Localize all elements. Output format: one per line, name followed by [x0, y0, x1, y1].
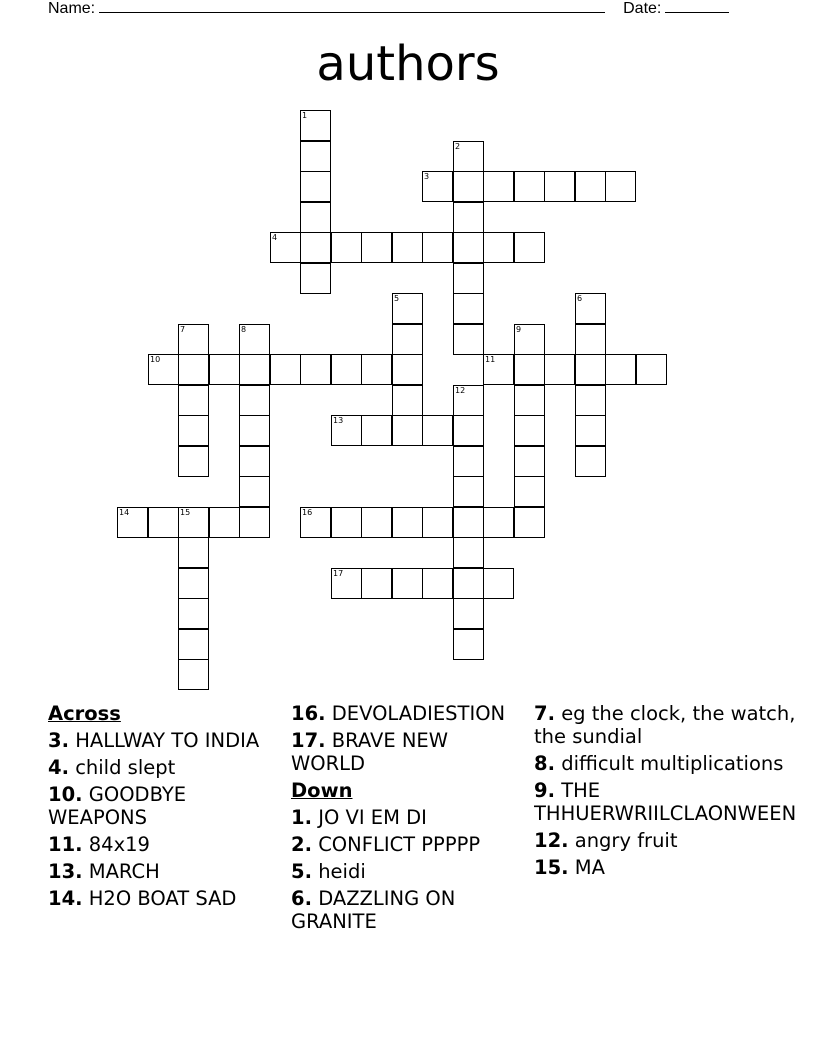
clue-number-label: 12 — [455, 386, 466, 395]
grid-cell[interactable] — [148, 354, 179, 385]
clue-text: JO VI EM DI — [318, 806, 427, 829]
clue-down-15 — [534, 856, 816, 879]
clue-number-label: 10 — [150, 355, 161, 364]
grid-cell[interactable] — [300, 141, 331, 172]
grid-cell[interactable] — [575, 293, 606, 324]
grid-cell[interactable] — [453, 629, 484, 660]
clue-down-8 — [534, 752, 816, 775]
grid-cell[interactable] — [117, 507, 148, 538]
grid-cell[interactable] — [453, 537, 484, 568]
grid-cell[interactable] — [270, 232, 301, 263]
grid-cell[interactable] — [178, 629, 209, 660]
grid-cell[interactable] — [514, 415, 545, 446]
clue-text: angry fruit — [574, 829, 678, 852]
clue-number-label: 4 — [272, 233, 278, 242]
grid-cell[interactable] — [453, 568, 484, 599]
grid-cell[interactable] — [361, 354, 392, 385]
grid-cell[interactable] — [422, 507, 453, 538]
clue-across-17 — [291, 729, 523, 775]
grid-cell[interactable] — [361, 232, 392, 263]
clue-number: 14. — [48, 887, 83, 910]
clue-down-1 — [291, 806, 523, 829]
clue-text: H2O BOAT SAD — [88, 887, 237, 910]
name-date-header — [48, 0, 729, 18]
clue-down-6 — [291, 887, 523, 933]
grid-cell[interactable] — [453, 446, 484, 477]
grid-cell[interactable] — [300, 110, 331, 141]
grid-cell[interactable] — [392, 568, 423, 599]
clue-down-5 — [291, 860, 523, 883]
clue-text: MARCH — [88, 860, 160, 883]
grid-cell[interactable] — [392, 415, 423, 446]
grid-cell[interactable] — [575, 446, 606, 477]
grid-cell[interactable] — [148, 507, 179, 538]
puzzle-title: authors — [316, 36, 500, 92]
clue-text: child slept — [75, 756, 176, 779]
grid-cell[interactable] — [483, 232, 514, 263]
grid-cell[interactable] — [575, 324, 606, 355]
grid-cell[interactable] — [300, 507, 331, 538]
grid-cell[interactable] — [514, 232, 545, 263]
grid-cell[interactable] — [239, 446, 270, 477]
clue-number-label: 7 — [180, 325, 186, 334]
grid-cell[interactable] — [605, 171, 636, 202]
grid-cell[interactable] — [514, 476, 545, 507]
clue-text: DEVOLADIESTION — [331, 702, 506, 725]
clue-number-label: 17 — [333, 569, 344, 578]
clue-number-label: 1 — [302, 111, 308, 120]
grid-cell[interactable] — [453, 263, 484, 294]
grid-cell[interactable] — [392, 293, 423, 324]
grid-cell[interactable] — [331, 232, 362, 263]
grid-cell[interactable] — [331, 354, 362, 385]
grid-cell[interactable] — [361, 415, 392, 446]
grid-cell[interactable] — [239, 415, 270, 446]
grid-cell[interactable] — [178, 598, 209, 629]
clue-across-14 — [48, 887, 280, 910]
clue-number-label: 16 — [302, 508, 313, 517]
clue-number: 12. — [534, 829, 569, 852]
clue-number: 9. — [534, 779, 555, 802]
grid-cell[interactable] — [300, 354, 331, 385]
clue-text: heidi — [318, 860, 366, 883]
grid-cell[interactable] — [209, 354, 240, 385]
grid-cell[interactable] — [361, 568, 392, 599]
grid-cell[interactable] — [453, 171, 484, 202]
clue-across-10 — [48, 783, 280, 829]
clue-number: 11. — [48, 833, 83, 856]
grid-cell[interactable] — [392, 507, 423, 538]
clue-number-label: 2 — [455, 142, 461, 151]
clue-number-label: 8 — [241, 325, 247, 334]
clue-down-9 — [534, 779, 816, 825]
grid-cell[interactable] — [453, 507, 484, 538]
clue-across-11 — [48, 833, 280, 856]
name-label: Name: — [48, 0, 96, 17]
grid-cell[interactable] — [239, 385, 270, 416]
grid-cell[interactable] — [453, 385, 484, 416]
grid-cell[interactable] — [209, 507, 240, 538]
grid-cell[interactable] — [178, 537, 209, 568]
grid-cell[interactable] — [392, 354, 423, 385]
grid-cell[interactable] — [514, 385, 545, 416]
grid-cell[interactable] — [300, 263, 331, 294]
clue-number: 16. — [291, 702, 326, 725]
grid-cell[interactable] — [300, 232, 331, 263]
clue-number: 8. — [534, 752, 555, 775]
clue-number-label: 3 — [424, 172, 430, 181]
date-label: Date: — [623, 0, 662, 17]
grid-cell[interactable] — [178, 507, 209, 538]
grid-cell[interactable] — [575, 415, 606, 446]
clue-text: THE THHUERWRIILCLAONWEEN — [534, 779, 797, 825]
clue-number: 7. — [534, 702, 555, 725]
grid-cell[interactable] — [453, 232, 484, 263]
clue-down-2 — [291, 833, 523, 856]
clue-column-1 — [48, 702, 280, 914]
grid-cell[interactable] — [544, 354, 575, 385]
grid-cell[interactable] — [239, 507, 270, 538]
grid-cell[interactable] — [239, 476, 270, 507]
grid-cell[interactable] — [605, 354, 636, 385]
clue-text: HALLWAY TO INDIA — [75, 729, 260, 752]
grid-cell[interactable] — [392, 232, 423, 263]
clue-down-12 — [534, 829, 816, 852]
grid-cell[interactable] — [636, 354, 667, 385]
grid-cell[interactable] — [514, 507, 545, 538]
grid-cell[interactable] — [392, 385, 423, 416]
clue-number: 2. — [291, 833, 312, 856]
grid-cell[interactable] — [178, 385, 209, 416]
clue-number-label: 14 — [119, 508, 130, 517]
grid-cell[interactable] — [331, 415, 362, 446]
grid-cell[interactable] — [178, 446, 209, 477]
clue-text: BRAVE NEW WORLD — [291, 729, 449, 775]
grid-cell[interactable] — [392, 324, 423, 355]
clue-number-label: 5 — [394, 294, 400, 303]
grid-cell[interactable] — [544, 171, 575, 202]
grid-cell[interactable] — [575, 171, 606, 202]
grid-cell[interactable] — [483, 507, 514, 538]
clue-number-label: 11 — [485, 355, 496, 364]
clue-across-3 — [48, 729, 280, 752]
clue-text: DAZZLING ON GRANITE — [291, 887, 456, 933]
clue-number: 13. — [48, 860, 83, 883]
date-field-line[interactable] — [665, 0, 729, 13]
grid-cell[interactable] — [453, 324, 484, 355]
clue-number-label: 6 — [577, 294, 583, 303]
clue-number: 15. — [534, 856, 569, 879]
grid-cell[interactable] — [300, 171, 331, 202]
grid-cell[interactable] — [331, 507, 362, 538]
clue-text: CONFLICT PPPPP — [318, 833, 481, 856]
clue-text: MA — [574, 856, 605, 879]
grid-cell[interactable] — [331, 568, 362, 599]
grid-cell[interactable] — [514, 171, 545, 202]
clue-across-13 — [48, 860, 280, 883]
clue-number: 1. — [291, 806, 312, 829]
clue-across-16 — [291, 702, 523, 725]
grid-cell[interactable] — [422, 568, 453, 599]
clue-column-3 — [534, 702, 816, 883]
grid-cell[interactable] — [514, 324, 545, 355]
grid-cell[interactable] — [453, 141, 484, 172]
grid-cell[interactable] — [483, 354, 514, 385]
grid-cell[interactable] — [239, 324, 270, 355]
grid-cell[interactable] — [300, 202, 331, 233]
grid-cell[interactable] — [575, 385, 606, 416]
grid-cell[interactable] — [453, 598, 484, 629]
clue-text: eg the clock, the watch, the sundial — [534, 702, 796, 748]
clue-text: GOODBYE WEAPONS — [48, 783, 187, 829]
clue-number: 10. — [48, 783, 83, 806]
grid-cell[interactable] — [422, 232, 453, 263]
grid-cell[interactable] — [514, 354, 545, 385]
grid-cell[interactable] — [178, 324, 209, 355]
grid-cell[interactable] — [453, 293, 484, 324]
grid-cell[interactable] — [453, 476, 484, 507]
clue-number: 3. — [48, 729, 69, 752]
grid-cell[interactable] — [575, 354, 606, 385]
clue-column-2 — [291, 702, 523, 937]
clue-number: 17. — [291, 729, 326, 752]
clue-text: difficult multiplications — [561, 752, 784, 775]
clue-number-label: 13 — [333, 416, 344, 425]
grid-cell[interactable] — [453, 415, 484, 446]
clue-number-label: 15 — [180, 508, 191, 517]
name-field-line[interactable] — [99, 0, 605, 13]
down-heading: Down — [291, 779, 353, 802]
grid-cell[interactable] — [178, 568, 209, 599]
clue-number: 5. — [291, 860, 312, 883]
grid-cell[interactable] — [422, 415, 453, 446]
grid-cell[interactable] — [270, 354, 301, 385]
clue-text: 84x19 — [88, 833, 150, 856]
clue-number-label: 9 — [516, 325, 522, 334]
clue-number: 6. — [291, 887, 312, 910]
grid-cell[interactable] — [178, 415, 209, 446]
grid-cell[interactable] — [514, 446, 545, 477]
grid-cell[interactable] — [178, 354, 209, 385]
clue-down-7 — [534, 702, 816, 748]
grid-cell[interactable] — [361, 507, 392, 538]
grid-cell[interactable] — [239, 354, 270, 385]
clue-across-4 — [48, 756, 280, 779]
grid-cell[interactable] — [453, 202, 484, 233]
grid-cell[interactable] — [483, 568, 514, 599]
grid-cell[interactable] — [483, 171, 514, 202]
grid-cell[interactable] — [178, 659, 209, 690]
across-heading: Across — [48, 702, 121, 725]
clue-number: 4. — [48, 756, 69, 779]
grid-cell[interactable] — [422, 171, 453, 202]
